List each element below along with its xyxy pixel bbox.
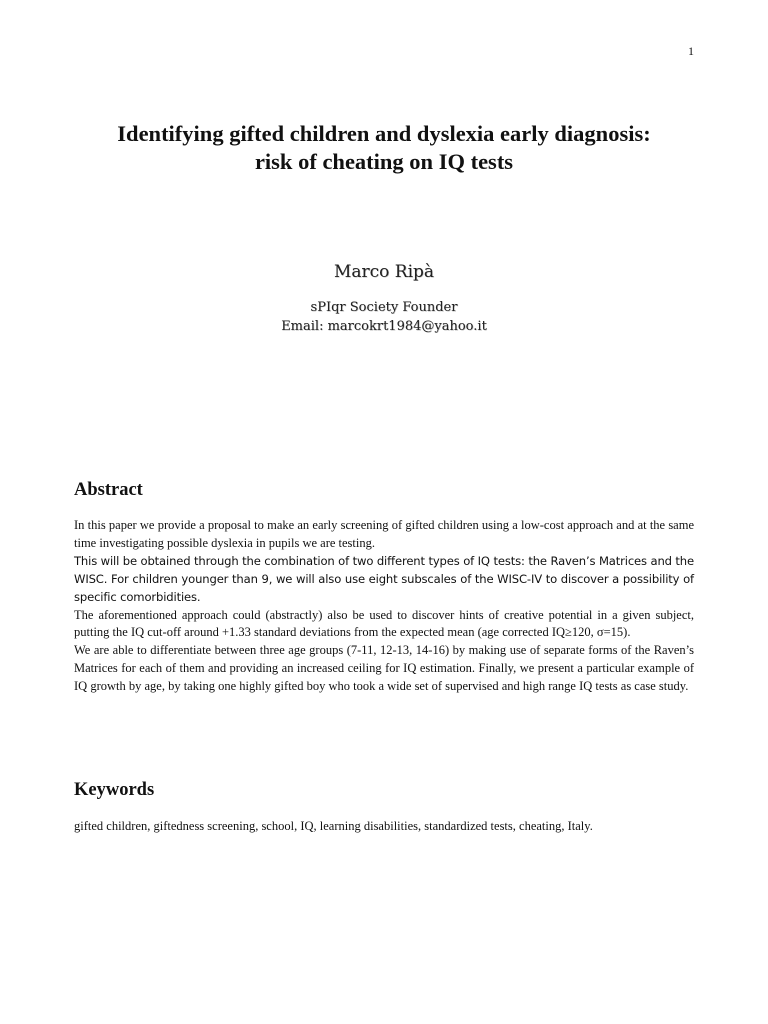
abstract-paragraph: In this paper we provide a proposal to make an early screening of gifted children using a low-cost approach and at the same time investigating possible dyslexia in pupils we are testing. — [74, 518, 694, 550]
abstract-paragraph: This will be obtained through the combination of two different types of IQ tests: the Raven’s Matrices and the WISC. For children younger than 9, we will also use eight subscales of the WISC-IV to discover a possibility of specific comorbidities. — [74, 553, 694, 604]
author-affiliation: sPIqr Society Founder — [310, 300, 458, 315]
abstract-paragraph: We are able to differentiate between three age groups (7-11, 12-13, 14-16) by making use of separate forms of the Raven’s Matrices for each of them and providing an increased ceiling for IQ estimation. Finally, we present a particular example of IQ growth by age, by taking one highly gifted boy who took a wide set of supervised and high range IQ tests as case study. — [74, 643, 694, 694]
keywords-body — [74, 818, 694, 836]
paper-title — [40, 120, 728, 176]
paper-title-line-2: risk of cheating on IQ tests — [254, 149, 514, 174]
page-number: 1 — [688, 44, 694, 58]
abstract-body — [74, 517, 694, 696]
keywords-text: gifted children, giftedness screening, school, IQ, learning disabilities, standardized tests, cheating, Italy. — [74, 819, 593, 833]
abstract-paragraph: The aforementioned approach could (abstractly) also be used to discover hints of creative potential in a given subject, putting the IQ cut-off around +1.33 standard deviations from the expected mean (age corrected IQ≥120, σ=15). — [74, 607, 694, 640]
abstract-heading: Abstract — [74, 480, 143, 500]
author-name: Marco Ripà — [333, 262, 435, 282]
paper-title-line-1: Identifying gifted children and dyslexia early diagnosis: — [117, 121, 651, 146]
keywords-heading: Keywords — [74, 780, 155, 800]
author-email: Email: marcokrt1984@yahoo.it — [281, 319, 487, 334]
